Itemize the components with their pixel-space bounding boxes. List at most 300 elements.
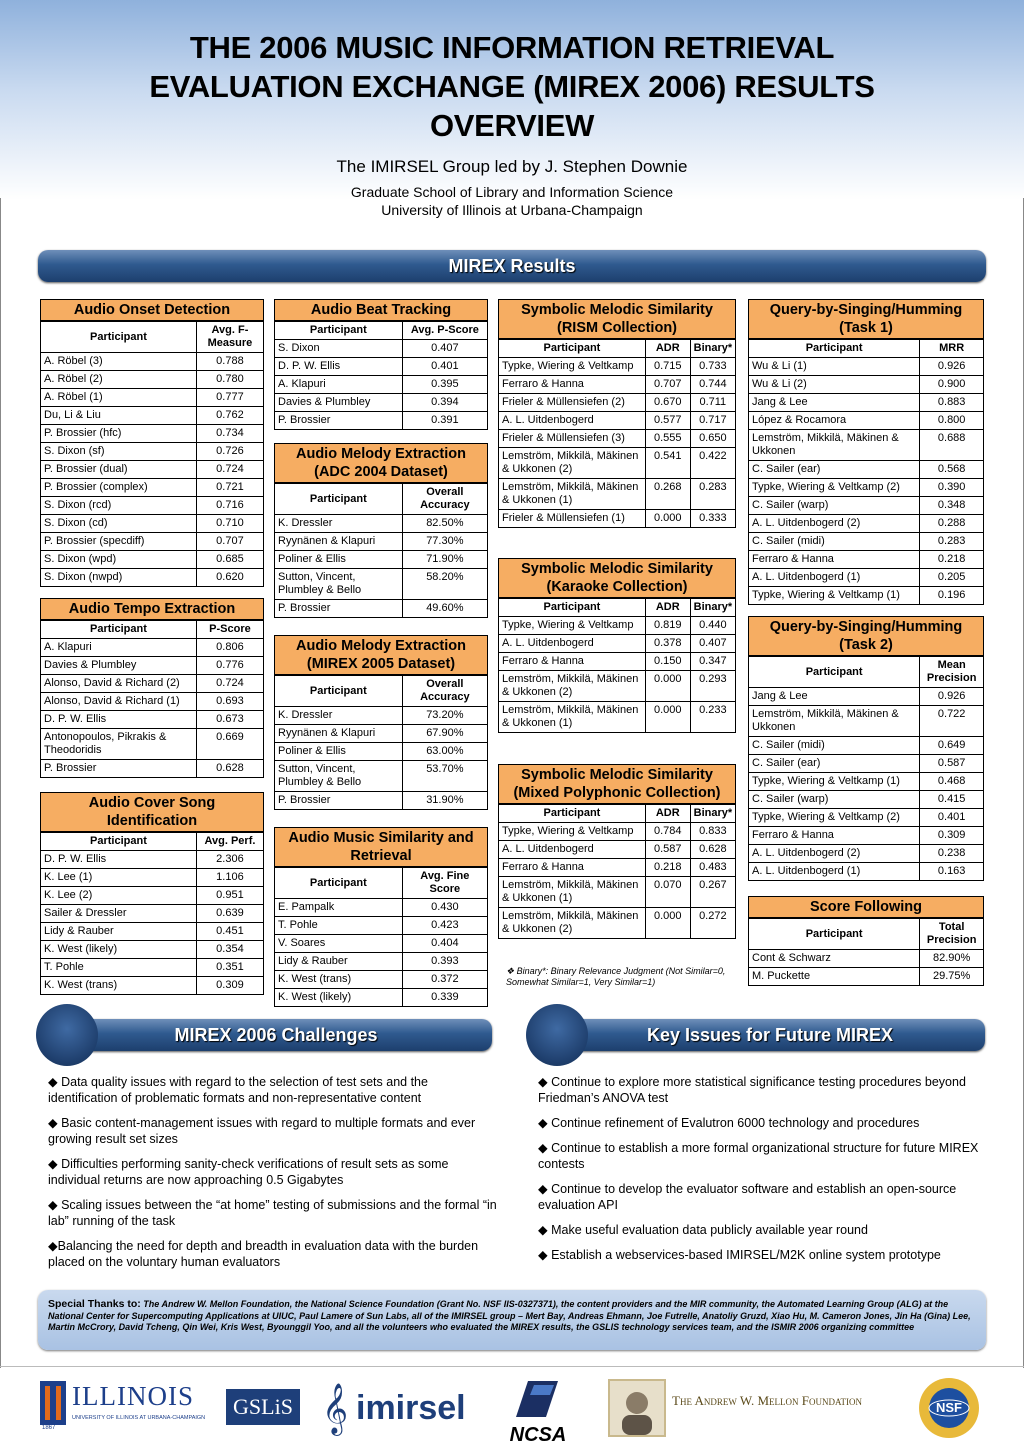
table-row: [749, 515, 983, 533]
score-cell: 0.762: [196, 407, 263, 425]
score-cell: 0.393: [402, 953, 487, 971]
list-item: ◆Balancing the need for depth and breadth in evaluation data with the burden placed on the voluntary human evaluators: [48, 1239, 479, 1269]
score-cell: 0.722: [920, 706, 983, 737]
table-row: [749, 358, 983, 376]
list-item: ◆ Make useful evaluation data publicly available year round: [538, 1223, 868, 1237]
table-row: [275, 935, 487, 953]
table-row: [749, 497, 983, 515]
participant-cell: P. Brossier (complex): [41, 479, 196, 497]
ncsa-mark-icon: [508, 1377, 568, 1419]
score-cell: 0.309: [196, 977, 263, 995]
table-onset-detection: [40, 299, 264, 587]
participant-cell: S. Dixon (sf): [41, 443, 196, 461]
results-table: [749, 656, 983, 880]
participant-cell: Typke, Wiering & Veltkamp (1): [749, 587, 920, 605]
table-row: [41, 851, 263, 869]
column-header: P-Score: [196, 621, 263, 639]
participant-cell: A. Klapuri: [41, 639, 196, 657]
table-row: [275, 533, 487, 551]
table-title: Audio Cover Song Identification: [41, 793, 263, 832]
column-header: Avg. Fine Score: [402, 868, 487, 899]
table-title: Audio Melody Extraction (MIREX 2005 Dataset): [275, 636, 487, 675]
participant-cell: A. Röbel (1): [41, 389, 196, 407]
column-header: Participant: [275, 322, 402, 340]
participant-cell: Typke, Wiering & Veltkamp: [499, 823, 645, 841]
score-cell: 0.587: [920, 755, 983, 773]
table-row: [749, 968, 983, 986]
participant-cell: Ferraro & Hanna: [499, 859, 645, 877]
participant-cell: K. West (trans): [275, 971, 402, 989]
participant-cell: K. Lee (2): [41, 887, 196, 905]
score-cell: 0.407: [690, 635, 735, 653]
score-cell: 0.788: [196, 353, 263, 371]
participant-cell: Typke, Wiering & Veltkamp: [499, 617, 645, 635]
score-cell: 0.233: [690, 702, 735, 733]
score-cell: 0.688: [920, 430, 983, 461]
list-item: ◆ Scaling issues between the “at home” testing of submissions and the formal “in lab” running of the task: [48, 1198, 497, 1228]
participant-cell: Jang & Lee: [749, 394, 920, 412]
score-cell: 0.283: [690, 479, 735, 510]
score-cell: 0.238: [920, 845, 983, 863]
score-cell: 0.724: [196, 461, 263, 479]
participant-cell: A. L. Uitdenbogerd: [499, 841, 645, 859]
table-row: [499, 671, 735, 702]
table-melody-mirex2005: [274, 635, 488, 810]
results-table: [749, 918, 983, 985]
table-header-row: [749, 657, 983, 688]
score-cell: 82.50%: [402, 515, 487, 533]
affiliation-school: Graduate School of Library and Information Science: [350, 184, 674, 200]
column-header: Participant: [41, 833, 196, 851]
table-row: [749, 479, 983, 497]
column-header: ADR: [645, 340, 690, 358]
table-row: [41, 869, 263, 887]
column-header: Participant: [749, 657, 920, 688]
participant-cell: S. Dixon (cd): [41, 515, 196, 533]
mellon-wordmark: The Andrew W. Mellon Foundation: [672, 1393, 862, 1408]
table-row: [41, 977, 263, 995]
participant-cell: S. Dixon (nwpd): [41, 569, 196, 587]
table-row: [749, 845, 983, 863]
score-cell: 0.780: [196, 371, 263, 389]
table-row: [275, 725, 487, 743]
score-cell: 0.784: [645, 823, 690, 841]
table-row: [749, 376, 983, 394]
participant-cell: S. Dixon (rcd): [41, 497, 196, 515]
list-item: ◆ Continue to explore more statistical significance testing procedures beyond Friedman’s ANOVA test: [538, 1075, 966, 1105]
table-row: [499, 702, 735, 733]
participant-cell: López & Rocamora: [749, 412, 920, 430]
score-cell: 0.483: [690, 859, 735, 877]
ncsa-logo: [508, 1377, 568, 1446]
table-header-row: [41, 621, 263, 639]
table-sms-rism: [498, 299, 736, 528]
score-cell: 0.710: [196, 515, 263, 533]
table-header-row: [749, 919, 983, 950]
table-row: [41, 407, 263, 425]
score-cell: 0.000: [645, 702, 690, 733]
table-row: [275, 551, 487, 569]
table-row: [275, 340, 487, 358]
score-cell: 0.288: [920, 515, 983, 533]
results-table: [499, 804, 735, 938]
table-row: [275, 358, 487, 376]
score-cell: 0.372: [402, 971, 487, 989]
participant-cell: Lemström, Mikkilä, Mäkinen & Ukkonen: [749, 706, 920, 737]
table-title: Symbolic Melodic Similarity (RISM Collection): [499, 300, 735, 339]
table-row: [499, 617, 735, 635]
table-title: Symbolic Melodic Similarity (Karaoke Collection): [499, 559, 735, 598]
table-row: [41, 887, 263, 905]
participant-cell: Lemström, Mikkilä, Mäkinen & Ukkonen (2): [499, 671, 645, 702]
table-row: [499, 841, 735, 859]
participant-cell: Poliner & Ellis: [275, 551, 402, 569]
score-cell: 0.628: [196, 760, 263, 778]
poster-subtitle: The IMIRSEL Group led by J. Stephen Downie: [336, 157, 688, 176]
participant-cell: M. Puckette: [749, 968, 920, 986]
score-cell: 0.415: [920, 791, 983, 809]
score-cell: 0.744: [690, 376, 735, 394]
participant-cell: K. West (likely): [275, 989, 402, 1007]
score-cell: 0.707: [645, 376, 690, 394]
results-table: [749, 339, 983, 604]
table-row: [749, 430, 983, 461]
participant-cell: S. Dixon: [275, 340, 402, 358]
affiliation-university: University of Illinois at Urbana-Champaign: [381, 202, 643, 218]
score-cell: 73.20%: [402, 707, 487, 725]
participant-cell: P. Brossier: [41, 760, 196, 778]
score-cell: 0.900: [920, 376, 983, 394]
table-row: [499, 376, 735, 394]
column-header: ADR: [645, 805, 690, 823]
score-cell: 0.639: [196, 905, 263, 923]
participant-cell: Lemström, Mikkilä, Mäkinen & Ukkonen (1): [499, 877, 645, 908]
table-row: [41, 353, 263, 371]
score-cell: 0.468: [920, 773, 983, 791]
column-header: Mean Precision: [920, 657, 983, 688]
table-title: Audio Melody Extraction (ADC 2004 Dataset): [275, 444, 487, 483]
score-cell: 0.000: [645, 908, 690, 939]
mellon-portrait: [608, 1379, 666, 1437]
results-table: [41, 832, 263, 994]
participant-cell: Typke, Wiering & Veltkamp (2): [749, 479, 920, 497]
table-row: [749, 706, 983, 737]
table-row: [275, 899, 487, 917]
participant-cell: Wu & Li (1): [749, 358, 920, 376]
score-cell: 53.70%: [402, 761, 487, 792]
score-cell: 0.541: [645, 448, 690, 479]
treble-clef-icon: 𝄞: [322, 1383, 349, 1434]
score-cell: 0.715: [645, 358, 690, 376]
score-cell: 0.726: [196, 443, 263, 461]
table-row: [749, 394, 983, 412]
participant-cell: E. Pampalk: [275, 899, 402, 917]
nsf-wordmark: NSF: [936, 1400, 962, 1415]
score-cell: 0.440: [690, 617, 735, 635]
table-row: [749, 569, 983, 587]
participant-cell: Antonopoulos, Pikrakis & Theodoridis: [41, 729, 196, 760]
table-row: [41, 729, 263, 760]
table-row: [275, 792, 487, 810]
participant-cell: D. P. W. Ellis: [41, 711, 196, 729]
column-header: Binary*: [690, 599, 735, 617]
score-cell: 0.283: [920, 533, 983, 551]
column-header: Overall Accuracy: [402, 676, 487, 707]
table-row: [749, 587, 983, 605]
score-cell: 0.348: [920, 497, 983, 515]
table-title: Query-by-Singing/Humming (Task 2): [749, 617, 983, 656]
participant-cell: P. Brossier (dual): [41, 461, 196, 479]
list-item: ◆ Establish a webservices-based IMIRSEL/M2K online system prototype: [538, 1248, 941, 1262]
results-table: [499, 339, 735, 527]
score-cell: 0.205: [920, 569, 983, 587]
section-challenges-band: MIREX 2006 Challenges: [60, 1019, 492, 1051]
table-row: [499, 479, 735, 510]
column-header: Binary*: [690, 340, 735, 358]
table-row: [275, 743, 487, 761]
participant-cell: K. West (likely): [41, 941, 196, 959]
future-list: [538, 1074, 988, 1272]
results-table: [275, 483, 487, 617]
score-cell: 0.404: [402, 935, 487, 953]
table-header-row: [499, 340, 735, 358]
table-row: [749, 791, 983, 809]
illinois-subtext: UNIVERSITY OF ILLINOIS AT URBANA-CHAMPAIGN: [72, 1415, 206, 1421]
list-item: ◆ Continue refinement of Evalutron 6000 technology and procedures: [538, 1116, 920, 1130]
participant-cell: D. P. W. Ellis: [41, 851, 196, 869]
participant-cell: Frieler & Müllensiefen (3): [499, 430, 645, 448]
score-cell: 0.401: [920, 809, 983, 827]
table-row: [275, 707, 487, 725]
results-table: [41, 321, 263, 586]
table-row: [275, 376, 487, 394]
participant-cell: A. L. Uitdenbogerd (1): [749, 863, 920, 881]
table-score-following: [748, 896, 984, 986]
table-tempo-extraction: [40, 598, 264, 778]
score-cell: 82.90%: [920, 950, 983, 968]
score-cell: 29.75%: [920, 968, 983, 986]
illinois-logo: [40, 1379, 210, 1437]
list-item: ◆ Basic content-management issues with regard to multiple formats and ever growing result set sizes: [48, 1116, 476, 1146]
table-title: Symbolic Melodic Similarity (Mixed Polyphonic Collection): [499, 765, 735, 804]
participant-cell: Lemström, Mikkilä, Mäkinen & Ukkonen: [749, 430, 920, 461]
participant-cell: Typke, Wiering & Veltkamp (1): [749, 773, 920, 791]
column-header: Participant: [749, 340, 920, 358]
table-music-similarity: [274, 827, 488, 1007]
table-row: [275, 953, 487, 971]
score-cell: 0.000: [645, 671, 690, 702]
table-cover-song: [40, 792, 264, 995]
binary-footnote: ❖ Binary*: Binary Relevance Judgment (Not Similar=0, Somewhat Similar=1, Very Similar=1): [506, 966, 726, 987]
table-row: [499, 653, 735, 671]
table-header-row: [275, 868, 487, 899]
table-beat-tracking: [274, 299, 488, 430]
score-cell: 0.776: [196, 657, 263, 675]
score-cell: 0.628: [690, 841, 735, 859]
table-row: [499, 823, 735, 841]
column-header: Participant: [41, 621, 196, 639]
score-cell: 0.806: [196, 639, 263, 657]
table-row: [275, 569, 487, 600]
ncsa-wordmark: NCSA: [509, 1424, 567, 1446]
challenges-list: [48, 1074, 498, 1279]
participant-cell: A. L. Uitdenbogerd (2): [749, 845, 920, 863]
score-cell: 0.401: [402, 358, 487, 376]
participant-cell: K. West (trans): [41, 977, 196, 995]
column-header: Avg. P-Score: [402, 322, 487, 340]
special-thanks: [38, 1290, 986, 1350]
participant-cell: Wu & Li (2): [749, 376, 920, 394]
table-header-row: [749, 340, 983, 358]
score-cell: 67.90%: [402, 725, 487, 743]
frame-left: [0, 198, 1, 1368]
section-results-band: MIREX Results: [38, 250, 986, 282]
table-row: [41, 479, 263, 497]
participant-cell: Poliner & Ellis: [275, 743, 402, 761]
portrait-icon: [610, 1381, 664, 1435]
participant-cell: Ferraro & Hanna: [749, 827, 920, 845]
participant-cell: A. L. Uitdenbogerd: [499, 635, 645, 653]
participant-cell: P. Brossier: [275, 792, 402, 810]
participant-cell: Ferraro & Hanna: [499, 653, 645, 671]
column-header: Participant: [499, 599, 645, 617]
participant-cell: Cont & Schwarz: [749, 950, 920, 968]
score-cell: 2.306: [196, 851, 263, 869]
participant-cell: T. Pohle: [275, 917, 402, 935]
participant-cell: D. P. W. Ellis: [275, 358, 402, 376]
table-row: [499, 859, 735, 877]
imirsel-logo: [322, 1379, 492, 1439]
table-row: [41, 497, 263, 515]
column-header: Overall Accuracy: [402, 484, 487, 515]
participant-cell: A. Röbel (2): [41, 371, 196, 389]
list-item: ◆ Difficulties performing sanity-check verifications of result sets as some individual returns are now approaching 0.5 Gigabytes: [48, 1157, 449, 1187]
participant-cell: Jang & Lee: [749, 688, 920, 706]
score-cell: 0.568: [920, 461, 983, 479]
participant-cell: Sutton, Vincent, Plumbley & Bello: [275, 761, 402, 792]
score-cell: 0.163: [920, 863, 983, 881]
table-row: [41, 639, 263, 657]
table-row: [41, 425, 263, 443]
table-row: [41, 515, 263, 533]
score-cell: 0.670: [645, 394, 690, 412]
column-header: Avg. F-Measure: [196, 322, 263, 353]
participant-cell: K. Dressler: [275, 515, 402, 533]
table-row: [499, 394, 735, 412]
table-row: [749, 551, 983, 569]
table-row: [275, 515, 487, 533]
score-cell: 0.070: [645, 877, 690, 908]
table-row: [275, 971, 487, 989]
score-cell: 0.833: [690, 823, 735, 841]
table-row: [499, 430, 735, 448]
score-cell: 0.819: [645, 617, 690, 635]
table-header-row: [275, 322, 487, 340]
score-cell: 0.423: [402, 917, 487, 935]
list-item: ◆ Continue to develop the evaluator software and establish an open-source evaluation API: [538, 1182, 957, 1212]
score-cell: 0.196: [920, 587, 983, 605]
participant-cell: Ferraro & Hanna: [749, 551, 920, 569]
score-cell: 0.649: [920, 737, 983, 755]
table-header-row: [41, 833, 263, 851]
participant-cell: P. Brossier: [275, 600, 402, 618]
table-row: [749, 827, 983, 845]
poster-header: [0, 28, 1024, 219]
participant-cell: C. Sailer (ear): [749, 461, 920, 479]
table-row: [41, 959, 263, 977]
score-cell: 0.693: [196, 693, 263, 711]
table-row: [749, 688, 983, 706]
table-row: [499, 358, 735, 376]
score-cell: 0.347: [690, 653, 735, 671]
score-cell: 0.333: [690, 510, 735, 528]
challenges-circle: [36, 1004, 98, 1066]
table-row: [41, 371, 263, 389]
table-row: [749, 737, 983, 755]
table-row: [41, 675, 263, 693]
table-title: Score Following: [749, 897, 983, 918]
score-cell: 0.721: [196, 479, 263, 497]
participant-cell: Lemström, Mikkilä, Mäkinen & Ukkonen (2): [499, 908, 645, 939]
table-row: [749, 809, 983, 827]
table-row: [749, 863, 983, 881]
score-cell: 31.90%: [402, 792, 487, 810]
column-header: ADR: [645, 599, 690, 617]
score-cell: 0.390: [920, 479, 983, 497]
score-cell: 0.268: [645, 479, 690, 510]
score-cell: 0.422: [690, 448, 735, 479]
score-cell: 0.555: [645, 430, 690, 448]
score-cell: 0.394: [402, 394, 487, 412]
score-cell: 0.650: [690, 430, 735, 448]
results-table: [499, 598, 735, 732]
score-cell: 0.716: [196, 497, 263, 515]
table-sms-karaoke: [498, 558, 736, 733]
table-row: [41, 760, 263, 778]
score-cell: 0.926: [920, 688, 983, 706]
table-title: Audio Tempo Extraction: [41, 599, 263, 620]
nsf-logo: [914, 1373, 984, 1443]
score-cell: 0.951: [196, 887, 263, 905]
table-row: [275, 412, 487, 430]
results-table: [275, 675, 487, 809]
participant-cell: A. L. Uitdenbogerd (2): [749, 515, 920, 533]
participant-cell: A. L. Uitdenbogerd (1): [749, 569, 920, 587]
participant-cell: Ferraro & Hanna: [499, 376, 645, 394]
score-cell: 0.218: [920, 551, 983, 569]
participant-cell: Lemström, Mikkilä, Mäkinen & Ukkonen (1): [499, 702, 645, 733]
score-cell: 0.267: [690, 877, 735, 908]
score-cell: 0.587: [645, 841, 690, 859]
table-row: [41, 551, 263, 569]
table-row: [275, 989, 487, 1007]
score-cell: 0.378: [645, 635, 690, 653]
table-row: [41, 923, 263, 941]
participant-cell: Frieler & Müllensiefen (2): [499, 394, 645, 412]
participant-cell: Ryynänen & Klapuri: [275, 533, 402, 551]
score-cell: 63.00%: [402, 743, 487, 761]
score-cell: 0.669: [196, 729, 263, 760]
score-cell: 0.339: [402, 989, 487, 1007]
score-cell: 77.30%: [402, 533, 487, 551]
participant-cell: Lemström, Mikkilä, Mäkinen & Ukkonen (1): [499, 479, 645, 510]
score-cell: 0.351: [196, 959, 263, 977]
participant-cell: C. Sailer (midi): [749, 533, 920, 551]
score-cell: 0.430: [402, 899, 487, 917]
score-cell: 0.733: [690, 358, 735, 376]
score-cell: 0.926: [920, 358, 983, 376]
participant-cell: C. Sailer (warp): [749, 791, 920, 809]
